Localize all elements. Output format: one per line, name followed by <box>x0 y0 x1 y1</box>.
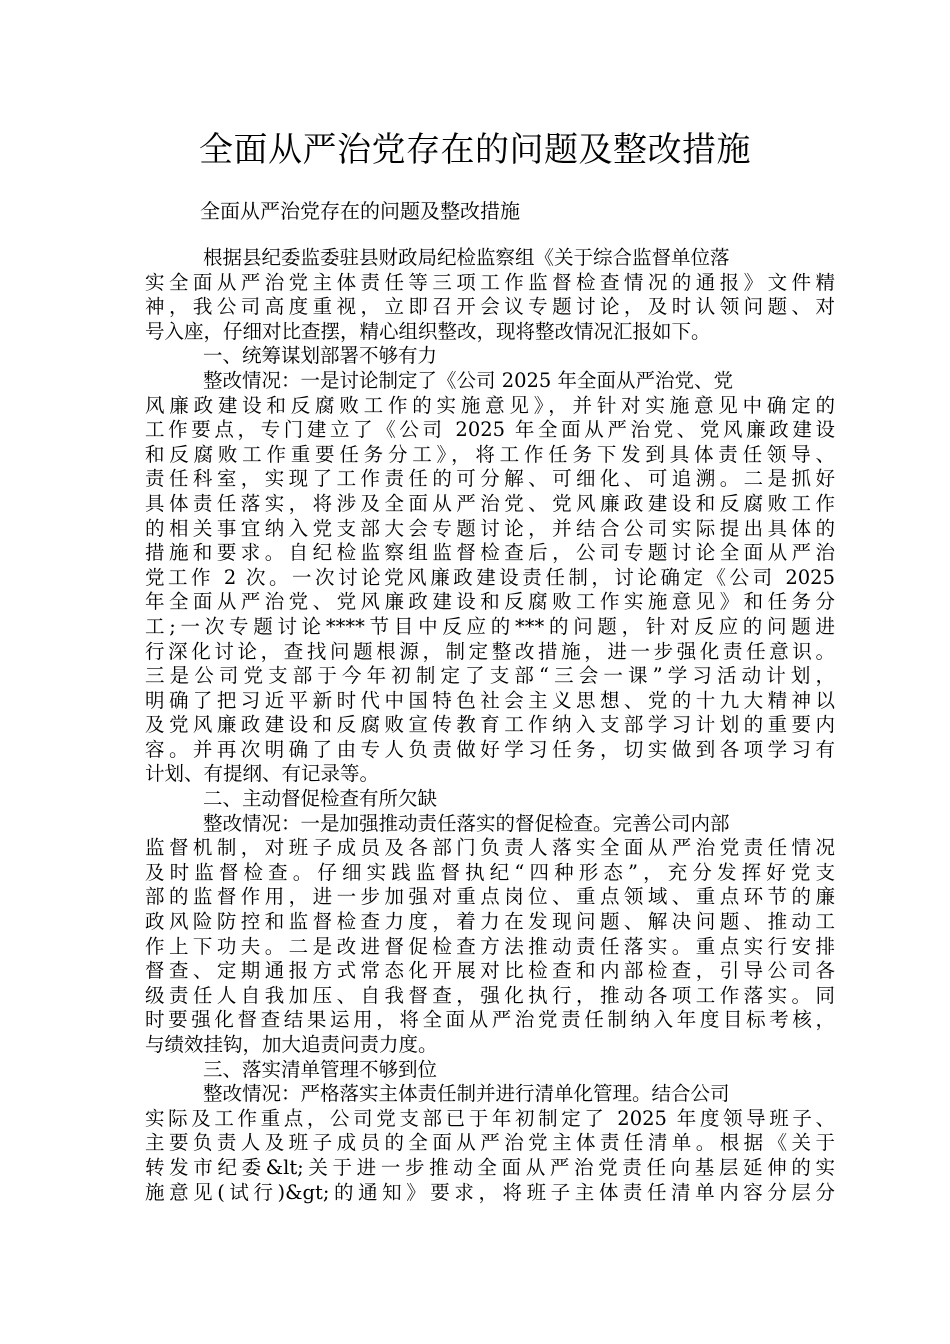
document-subtitle: 全面从严治党存在的问题及整改措施 <box>200 199 520 223</box>
body-line: 作上下功夫。二是改进督促检查方法推动责任落实。重点实行安排 <box>145 934 835 958</box>
body-line: 明确了把习近平新时代中国特色社会主义思想、党的十九大精神以 <box>145 688 835 712</box>
body-line: 的相关事宜纳入党支部大会专题讨论，并结合公司实际提出具体的 <box>145 516 835 540</box>
body-line: 三是公司党支部于今年初制定了支部“三会一课”学习活动计划， <box>145 664 835 688</box>
document-title: 全面从严治党存在的问题及整改措施 <box>199 130 751 170</box>
body-line: 整改情况：一是讨论制定了《公司 2025 年全面从严治党、党 <box>203 368 734 392</box>
section-heading: 一、统筹谋划部署不够有力 <box>203 344 438 368</box>
body-line: 容。并再次明确了由专人负责做好学习任务，切实做到各项学习有 <box>145 737 835 761</box>
body-line: 部的监督作用，进一步加强对重点岗位、重点领域、重点环节的廉 <box>145 885 835 909</box>
body-line: 神，我公司高度重视，立即召开会议专题讨论，及时认领问题、对 <box>145 295 835 319</box>
body-line: 根据县纪委监委驻县财政局纪检监察组《关于综合监督单位落 <box>203 246 730 269</box>
document-body <box>145 246 835 1205</box>
body-line: 实全面从严治党主体责任等三项工作监督检查情况的通报》文件精 <box>145 270 835 294</box>
section-heading: 二、主动督促检查有所欠缺 <box>203 787 438 811</box>
body-line: 时要强化督查结果运用，将全面从严治党责任制纳入年度目标考核， <box>145 1008 835 1032</box>
body-line: 级责任人自我加压、自我督查，强化执行，推动各项工作落实。同 <box>145 983 835 1007</box>
body-line: 工作要点，专门建立了《公司 2025 年全面从严治党、党风廉政建设 <box>145 418 835 442</box>
body-line: 和反腐败工作重要任务分工》，将工作任务下发到具体责任领导、 <box>145 442 835 466</box>
body-line: 党工作 2 次。一次讨论党风廉政建设责任制，讨论确定《公司 2025 <box>145 565 835 589</box>
body-line: 转发市纪委&lt;关于进一步推动全面从严治党责任向基层延伸的实 <box>145 1155 835 1179</box>
body-line: 主要负责人及班子成员的全面从严治党主体责任清单。根据《关于 <box>145 1131 835 1155</box>
body-line: 整改情况：一是加强推动责任落实的督促检查。完善公司内部 <box>203 811 730 835</box>
body-line: 与绩效挂钩，加大追责问责力度。 <box>145 1033 438 1056</box>
body-line: 具体责任落实，将涉及全面从严治党、党风廉政建设和反腐败工作 <box>145 491 835 515</box>
body-line: 实际及工作重点，公司党支部已于年初制定了 2025 年度领导班子、 <box>145 1106 835 1130</box>
body-line: 风廉政建设和反腐败工作的实施意见》，并针对实施意见中确定的 <box>145 393 835 417</box>
section-heading: 三、落实清单管理不够到位 <box>203 1057 438 1081</box>
body-line: 及时监督检查。仔细实践监督执纪“四种形态”，充分发挥好党支 <box>145 860 835 884</box>
body-line: 及党风廉政建设和反腐败宣传教育工作纳入支部学习计划的重要内 <box>145 713 835 737</box>
body-line: 行深化讨论，查找问题根源，制定整改措施，进一步强化责任意识。 <box>145 639 835 663</box>
body-line: 年全面从严治党、党风廉政建设和反腐败工作实施意见》和任务分 <box>145 590 835 614</box>
body-line: 责任科室，实现了工作责任的可分解、可细化、可追溯。二是抓好 <box>145 467 835 491</box>
body-line: 号入座，仔细对比查摆，精心组织整改，现将整改情况汇报如下。 <box>145 319 711 343</box>
body-line: 政风险防控和监督检查力度，着力在发现问题、解决问题、推动工 <box>145 910 835 934</box>
body-line: 督查、定期通报方式常态化开展对比检查和内部检查，引导公司各 <box>145 959 835 983</box>
body-line: 工;一次专题讨论****节目中反应的***的问题，针对反应的问题进 <box>145 614 835 638</box>
body-line: 措施和要求。自纪检监察组监督检查后，公司专题讨论全面从严治 <box>145 541 835 565</box>
body-line: 整改情况：严格落实主体责任制并进行清单化管理。结合公司 <box>203 1082 730 1106</box>
body-line: 监督机制，对班子成员及各部门负责人落实全面从严治党责任情况 <box>145 836 835 860</box>
body-line: 施意见(试行)&gt;的通知》要求，将班子主体责任清单内容分层分 <box>145 1180 835 1204</box>
body-line: 计划、有提纲、有记录等。 <box>145 762 380 786</box>
